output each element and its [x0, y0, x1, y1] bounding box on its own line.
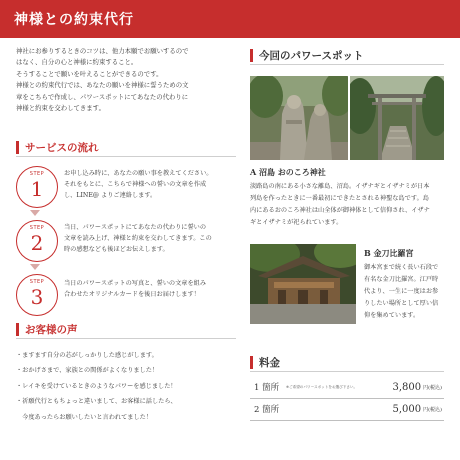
torii-photo: [350, 76, 444, 160]
spot-b-description: [364, 262, 446, 322]
intro-line: 章をこちらで作成し、パワースポットにてあなたの代わりに: [16, 92, 189, 101]
divider: [16, 156, 236, 157]
page-title: 神様との約束代行: [14, 12, 134, 28]
flow-heading: [16, 140, 99, 155]
price-note: ※ご希望のパワースポットをお選び下さい。: [286, 384, 358, 389]
heading-accent-bar: [16, 141, 19, 154]
list-item: ・ますます自分の芯がしっかりした感じがします。: [16, 352, 158, 359]
step-line: お申し込み時に、あなたの願い事を教えてください。: [64, 170, 213, 177]
spot-b-title: B 金刀比羅宮: [364, 248, 414, 258]
voices-heading-text: お客様の声: [25, 324, 78, 336]
price-row-2: [254, 399, 442, 419]
shrine-photo: [250, 244, 356, 324]
step-line: し、LINE@ よりご連絡します。: [64, 192, 157, 200]
row-divider: [250, 420, 444, 421]
step-number: 2: [30, 231, 44, 255]
list-item: ・レイキを受けているときのようなパワーを感じました！: [16, 382, 177, 390]
step-line: 合わせたオリジナルカードを後日お届けします！: [64, 291, 200, 299]
arrow-down-icon: [30, 264, 40, 270]
step-number: 1: [30, 177, 44, 201]
description-line: 淡路島の南にある小さな離島、沼島。イザナギとイザナミが日本: [250, 183, 430, 190]
description-line: ギとイザナミが祀られています。: [250, 219, 343, 226]
step-label: STEP: [29, 171, 45, 177]
description-line: 有名な金刀比羅宮。江戸時: [364, 276, 439, 283]
intro-line: 神様との約束代行では、あなたの願いを神様に誓うための文: [16, 81, 189, 90]
arrow-down-icon: [30, 210, 40, 216]
spots-heading-text: 今回のパワースポット: [259, 50, 364, 62]
price-row-1: [254, 377, 442, 397]
description-line: 代より、一生に一度はお参: [364, 288, 439, 295]
step-2-text: [64, 222, 232, 256]
price-unit: 円(税込): [423, 406, 442, 413]
step-line: 文章を読み上げ、神様と約束を交わしてきます。この: [64, 235, 212, 243]
step-1-marker: [16, 166, 58, 208]
price-unit: 円(税込): [423, 384, 442, 391]
price-place: 1 箇所: [254, 383, 280, 393]
price-amount: 5,000: [392, 403, 422, 415]
step-label: STEP: [29, 225, 45, 231]
step-3-text: [64, 278, 232, 300]
heading-accent-bar: [250, 49, 253, 62]
step-3-marker: [16, 274, 58, 316]
statue-photo: [250, 76, 348, 160]
divider: [250, 64, 444, 65]
description-line: 御本宮まで続く長い石段で: [364, 264, 439, 271]
step-2-marker: [16, 220, 58, 262]
spot-a-description: [250, 181, 446, 229]
spots-heading: [250, 48, 363, 63]
pricing-heading: [250, 355, 280, 370]
description-line: りしたい場所として厚い信: [364, 300, 439, 307]
description-line: 仰を集めています。: [364, 312, 420, 319]
list-item: ・祈願代行ともちょっと違いまして、お客様に話したら、: [16, 398, 177, 406]
step-label: STEP: [29, 279, 45, 285]
title-banner: [0, 0, 460, 38]
divider: [16, 338, 236, 339]
intro-line: 神社にお参りするときのコツは、他力本願でお願いするので: [16, 47, 189, 55]
intro-line: はなく、自分の心と神様に約束すること。: [16, 58, 138, 67]
intro-line: そうすることで願いを叶えることができるのです。: [16, 69, 163, 78]
price-place: 2 箇所: [254, 405, 280, 415]
intro-text: [16, 46, 230, 114]
price-amount: 3,800: [392, 381, 422, 393]
divider: [250, 371, 444, 372]
intro-line: 神様と約束を交わしてきます。: [16, 104, 105, 113]
step-line: 当日、パワースポットにてあなたの代わりに誓いの: [64, 224, 207, 231]
list-item: ・おかげさまで、家族との関係がよくなりました！: [16, 367, 159, 375]
spot-a-title: A 沼島 おのころ神社: [250, 167, 326, 177]
step-line: それをもとに、こちらで神様への誓いの文章を作成: [64, 181, 207, 189]
heading-accent-bar: [16, 323, 19, 336]
flow-heading-text: サービスの流れ: [25, 142, 99, 154]
step-1-text: [64, 168, 232, 202]
pricing-heading-text: 料金: [259, 357, 280, 369]
voices-heading: [16, 322, 78, 337]
step-line: 時の感想なども後ほどお伝えします。: [64, 246, 169, 254]
description-line: 内にあるおのころ神社は山全体が御神体として信仰され、イザナ: [250, 207, 430, 214]
step-line: 当日のパワースポットの写真と、誓いの文章を組み: [64, 280, 207, 287]
description-line: 列島を作ったときに一番最初にできたとされる神聖な島です。島: [250, 195, 429, 202]
voices-list: [16, 348, 236, 425]
step-number: 3: [30, 285, 44, 309]
heading-accent-bar: [250, 356, 253, 369]
list-item: 今度あったらお願いしたいと言われてました！: [16, 413, 153, 421]
